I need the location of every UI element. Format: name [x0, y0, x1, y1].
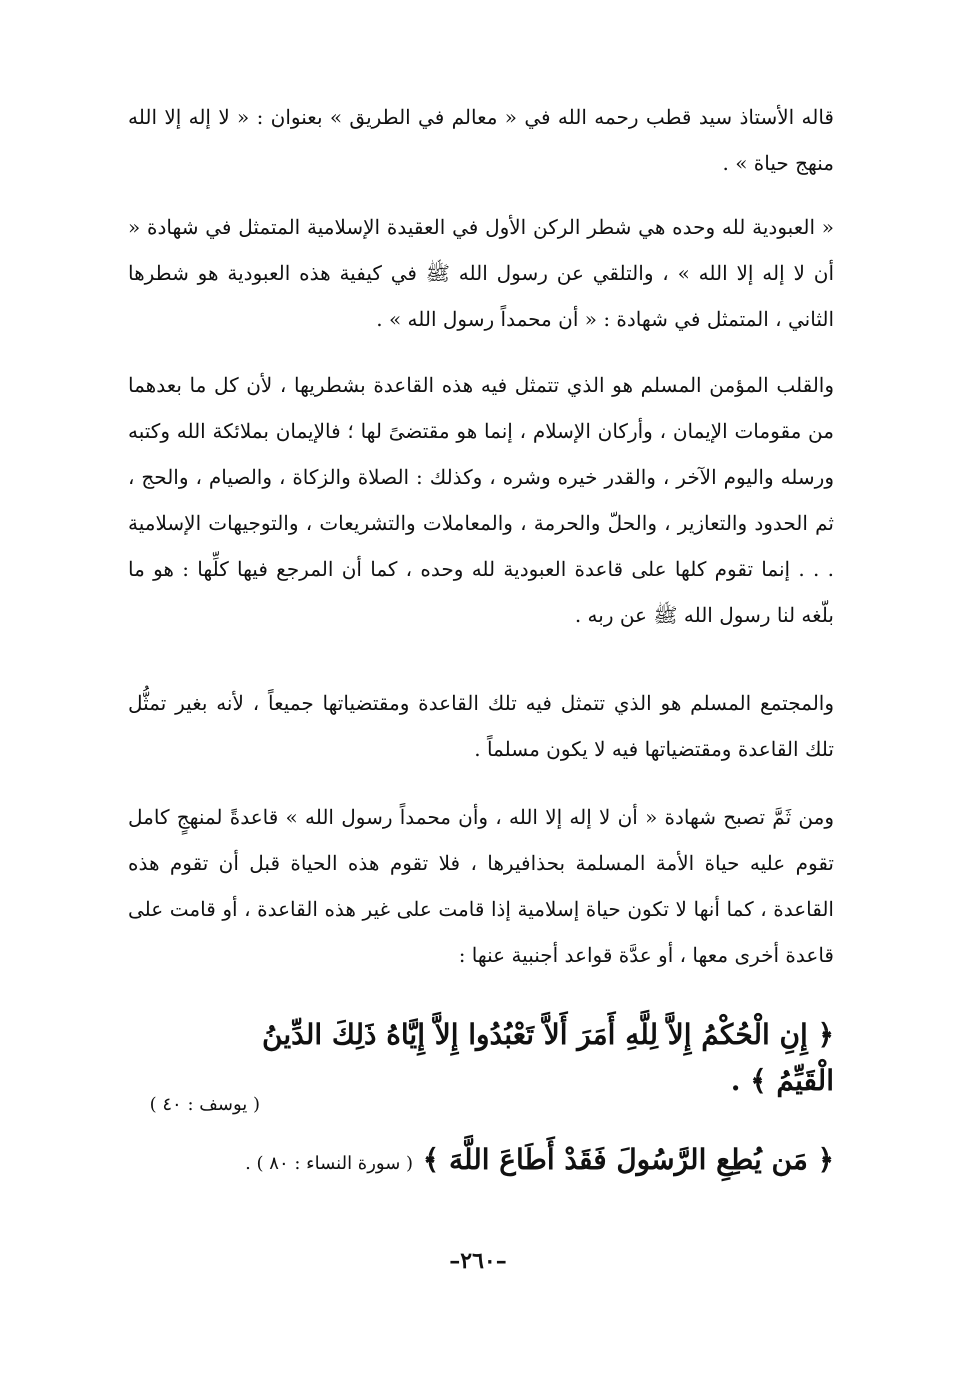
paragraph-worship: « العبودية لله وحده هي شطر الركن الأول في العقيدة الإسلامية المتمثل في شهادة « أن لا إله إلا الله » ، والتلقي عن رسول الله ﷺ في كيفية هذه العبودية هو شطرها الثاني ، المتمثل في شهادة : « أن محمداً رسول الله » .: [128, 215, 834, 331]
quran-verse-nisa: [200, 1137, 834, 1187]
paragraph-believing-heart: والقلب المؤمن المسلم هو الذي تتمثل فيه هذه القاعدة بشطريها ، لأن كل ما بعدهما من مقومات الإيمان ، وأركان الإسلام ، إنما هو مقتضىً لها ؛ فالإيمان بملائكة الله وكتبه ورسله واليوم الآخر ، والقدر خيره وشره ، وكذلك : الصلاة والزكاة ، والصيام ، والحج ، ثم الحدود والتعازير ، والحلّ والحرمة ، والمعاملات والتشريعات ، والتوجيهات الإسلامية . . . إنما تقوم كلها على قاعدة العبودية لله وحده ، كما أن المرجع فيها كلِّها : هو ما بلّغه لنا رسول الله ﷺ عن ربه .: [128, 373, 834, 627]
paragraph-muslim-society: والمجتمع المسلم هو الذي تتمثل فيه تلك القاعدة ومقتضياتها جميعاً ، لأنه بغير تمثُّل تلك القاعدة ومقتضياتها فيه لا يكون مسلماً .: [128, 691, 834, 761]
verse-citation-yusuf: ( يوسف : ٤٠ ): [149, 1094, 260, 1115]
verse-text-nisa: ﴿ مَن يُطِعِ الرَّسُولَ فَقَدْ أَطَاعَ اللَّهَ ﴾: [422, 1143, 834, 1176]
page-number: –٢٦٠–: [449, 1248, 507, 1274]
paragraph-intro: قاله الأستاذ سيد قطب رحمه الله في « معالم في الطريق » بعنوان : « لا إله إلا الله منهج حياة » .: [128, 105, 834, 175]
verse-citation-nisa: ( سورة النساء : ٨٠ ) .: [245, 1153, 414, 1174]
paragraph-testimony-foundation: ومن ثَمَّ تصبح شهادة « أن لا إله إلا الله ، وأن محمداً رسول الله » قاعدةً لمنهجٍ كامل تقوم عليه حياة الأمة المسلمة بحذافيرها ، فلا تقوم هذه الحياة قبل أن تقوم هذه القاعدة ، كما أنها لا تكون حياة إسلامية إذا قامت على غير هذه القاعدة ، أو قامت على قاعدة أخرى معها ، أو عدَّة قواعد أجنبية عنها :: [128, 805, 834, 967]
quran-verse-yusuf: ﴿ إِنِ الْحُكْمُ إِلاَّ لِلَّهِ أَمَرَ أَلاَّ تَعْبُدُوا إِلاَّ إِيَّاهُ ذَلِكَ الدِّينُ الْقَيِّمُ ﴾ .: [262, 1018, 834, 1097]
